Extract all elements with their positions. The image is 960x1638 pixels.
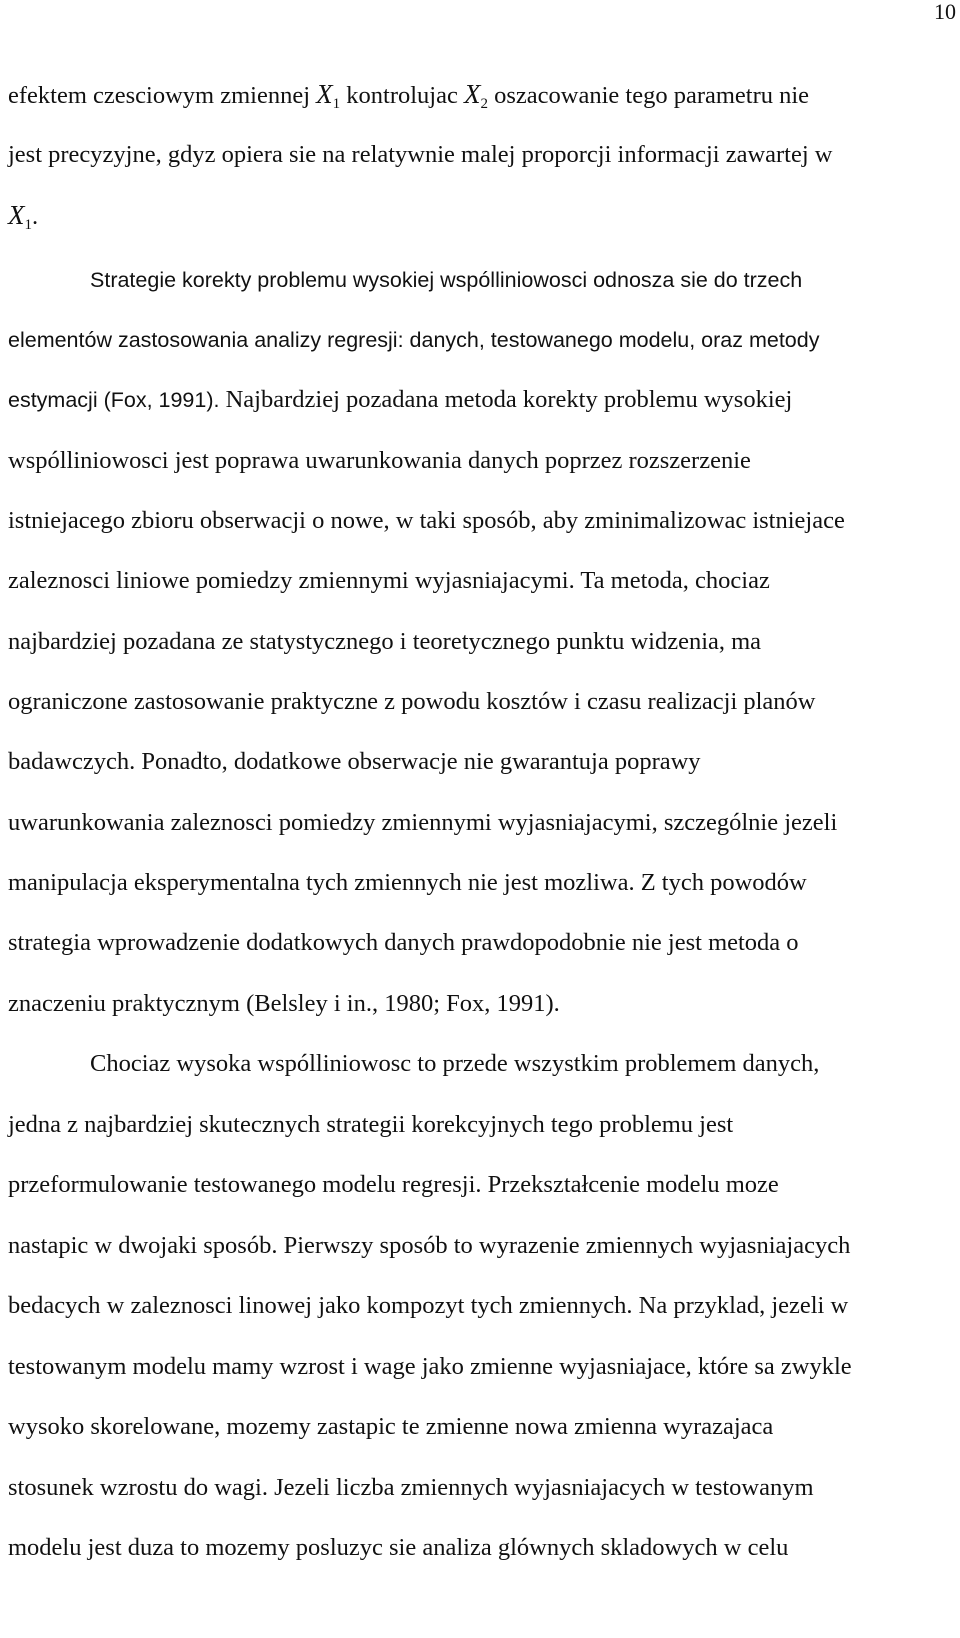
variable-subscript: 2 [480, 96, 488, 112]
variable-subscript: 1 [332, 96, 341, 112]
text-line: manipulacja eksperymentalna tych zmiennych nie jest mozliwa. Z tych powodów [8, 869, 807, 896]
text-line: istniejacego zbioru obserwacji o nowe, w taki sposób, aby zminimalizowac istniejace [8, 507, 845, 534]
text-span: estymacji (Fox, 1991). [8, 388, 220, 412]
variable-subscript: 1 [24, 217, 32, 233]
text-line: testowanym modelu mamy wzrost i wage jako zmienne wyjasniajace, które sa zwykle [8, 1353, 852, 1380]
variable-letter: X [463, 79, 481, 109]
text-line: wysoko skorelowane, mozemy zastapic te zmienne nowa zmienna wyrazajaca [8, 1413, 774, 1440]
text-line: elementów zastosowania analizy regresji: danych, testowanego modelu, oraz metody [8, 328, 820, 352]
text-span: oszacowanie tego parametru nie [487, 82, 810, 109]
text-line: bedacych w zaleznosci linowej jako kompozyt tych zmiennych. Na przyklad, jezeli w [8, 1292, 849, 1319]
text-line: uwarunkowania zaleznosci pomiedzy zmiennymi wyjasniajacymi, szczególnie jezeli [8, 809, 838, 836]
text-line [8, 79, 809, 111]
text-line: jedna z najbardziej skutecznych strategii korekcyjnych tego problemu jest [8, 1111, 734, 1138]
text-line: modelu jest duza to mozemy posluzyc sie analiza glównych skladowych w celu [8, 1534, 789, 1561]
text-line: wspólliniowosci jest poprawa uwarunkowania danych poprzez rozszerzenie [8, 447, 751, 474]
text-line [8, 566, 770, 596]
text-line: ograniczone zastosowanie praktyczne z powodu kosztów i czasu realizacji planów [8, 688, 816, 715]
text-line: Strategie korekty problemu wysokiej wspólliniowosci odnosza sie do trzech [90, 268, 803, 292]
text-span: zaleznosci liniowe pomiedzy zmiennymi wyjasniajacymi. [8, 567, 575, 594]
math-variable [8, 200, 32, 233]
text-line: strategia wprowadzenie dodatkowych danych prawdopodobnie nie jest metoda o [8, 929, 799, 956]
variable-letter: X [8, 200, 25, 230]
text-span: Ta metoda, chociaz [574, 567, 770, 594]
text-line [8, 385, 792, 415]
text-line: Chociaz wysoka wspólliniowosc to przede wszystkim problemem danych, [90, 1050, 820, 1077]
text-span: . [32, 203, 39, 230]
text-line: znaczeniu praktycznym (Belsley i in., 1980; Fox, 1991). [8, 990, 560, 1017]
math-variable [463, 79, 488, 112]
text-line: badawczych. Ponadto, dodatkowe obserwacje nie gwarantuja poprawy [8, 748, 701, 775]
variable-letter: X [316, 79, 333, 109]
text-line: stosunek wzrostu do wagi. Jezeli liczba zmiennych wyjasniajacych w testowanym [8, 1474, 814, 1501]
text-line [8, 200, 38, 232]
page-number: 10 [934, 0, 956, 24]
text-span: kontrolujac [340, 82, 464, 109]
text-line: najbardziej pozadana ze statystycznego i teoretycznego punktu widzenia, ma [8, 628, 762, 655]
text-span: efektem czesciowym zmiennej [8, 82, 317, 109]
text-line: jest precyzyjne, gdyz opiera sie na relatywnie malej proporcji informacji zawartej w [8, 141, 833, 168]
text-span: Najbardziej pozadana metoda korekty problemu wysokiej [219, 386, 793, 413]
text-line: przeformulowanie testowanego modelu regresji. Przekształcenie modelu moze [8, 1171, 779, 1198]
text-line: nastapic w dwojaki sposób. Pierwszy sposób to wyrazenie zmiennych wyjasniajacych [8, 1232, 851, 1259]
math-variable [316, 79, 341, 112]
